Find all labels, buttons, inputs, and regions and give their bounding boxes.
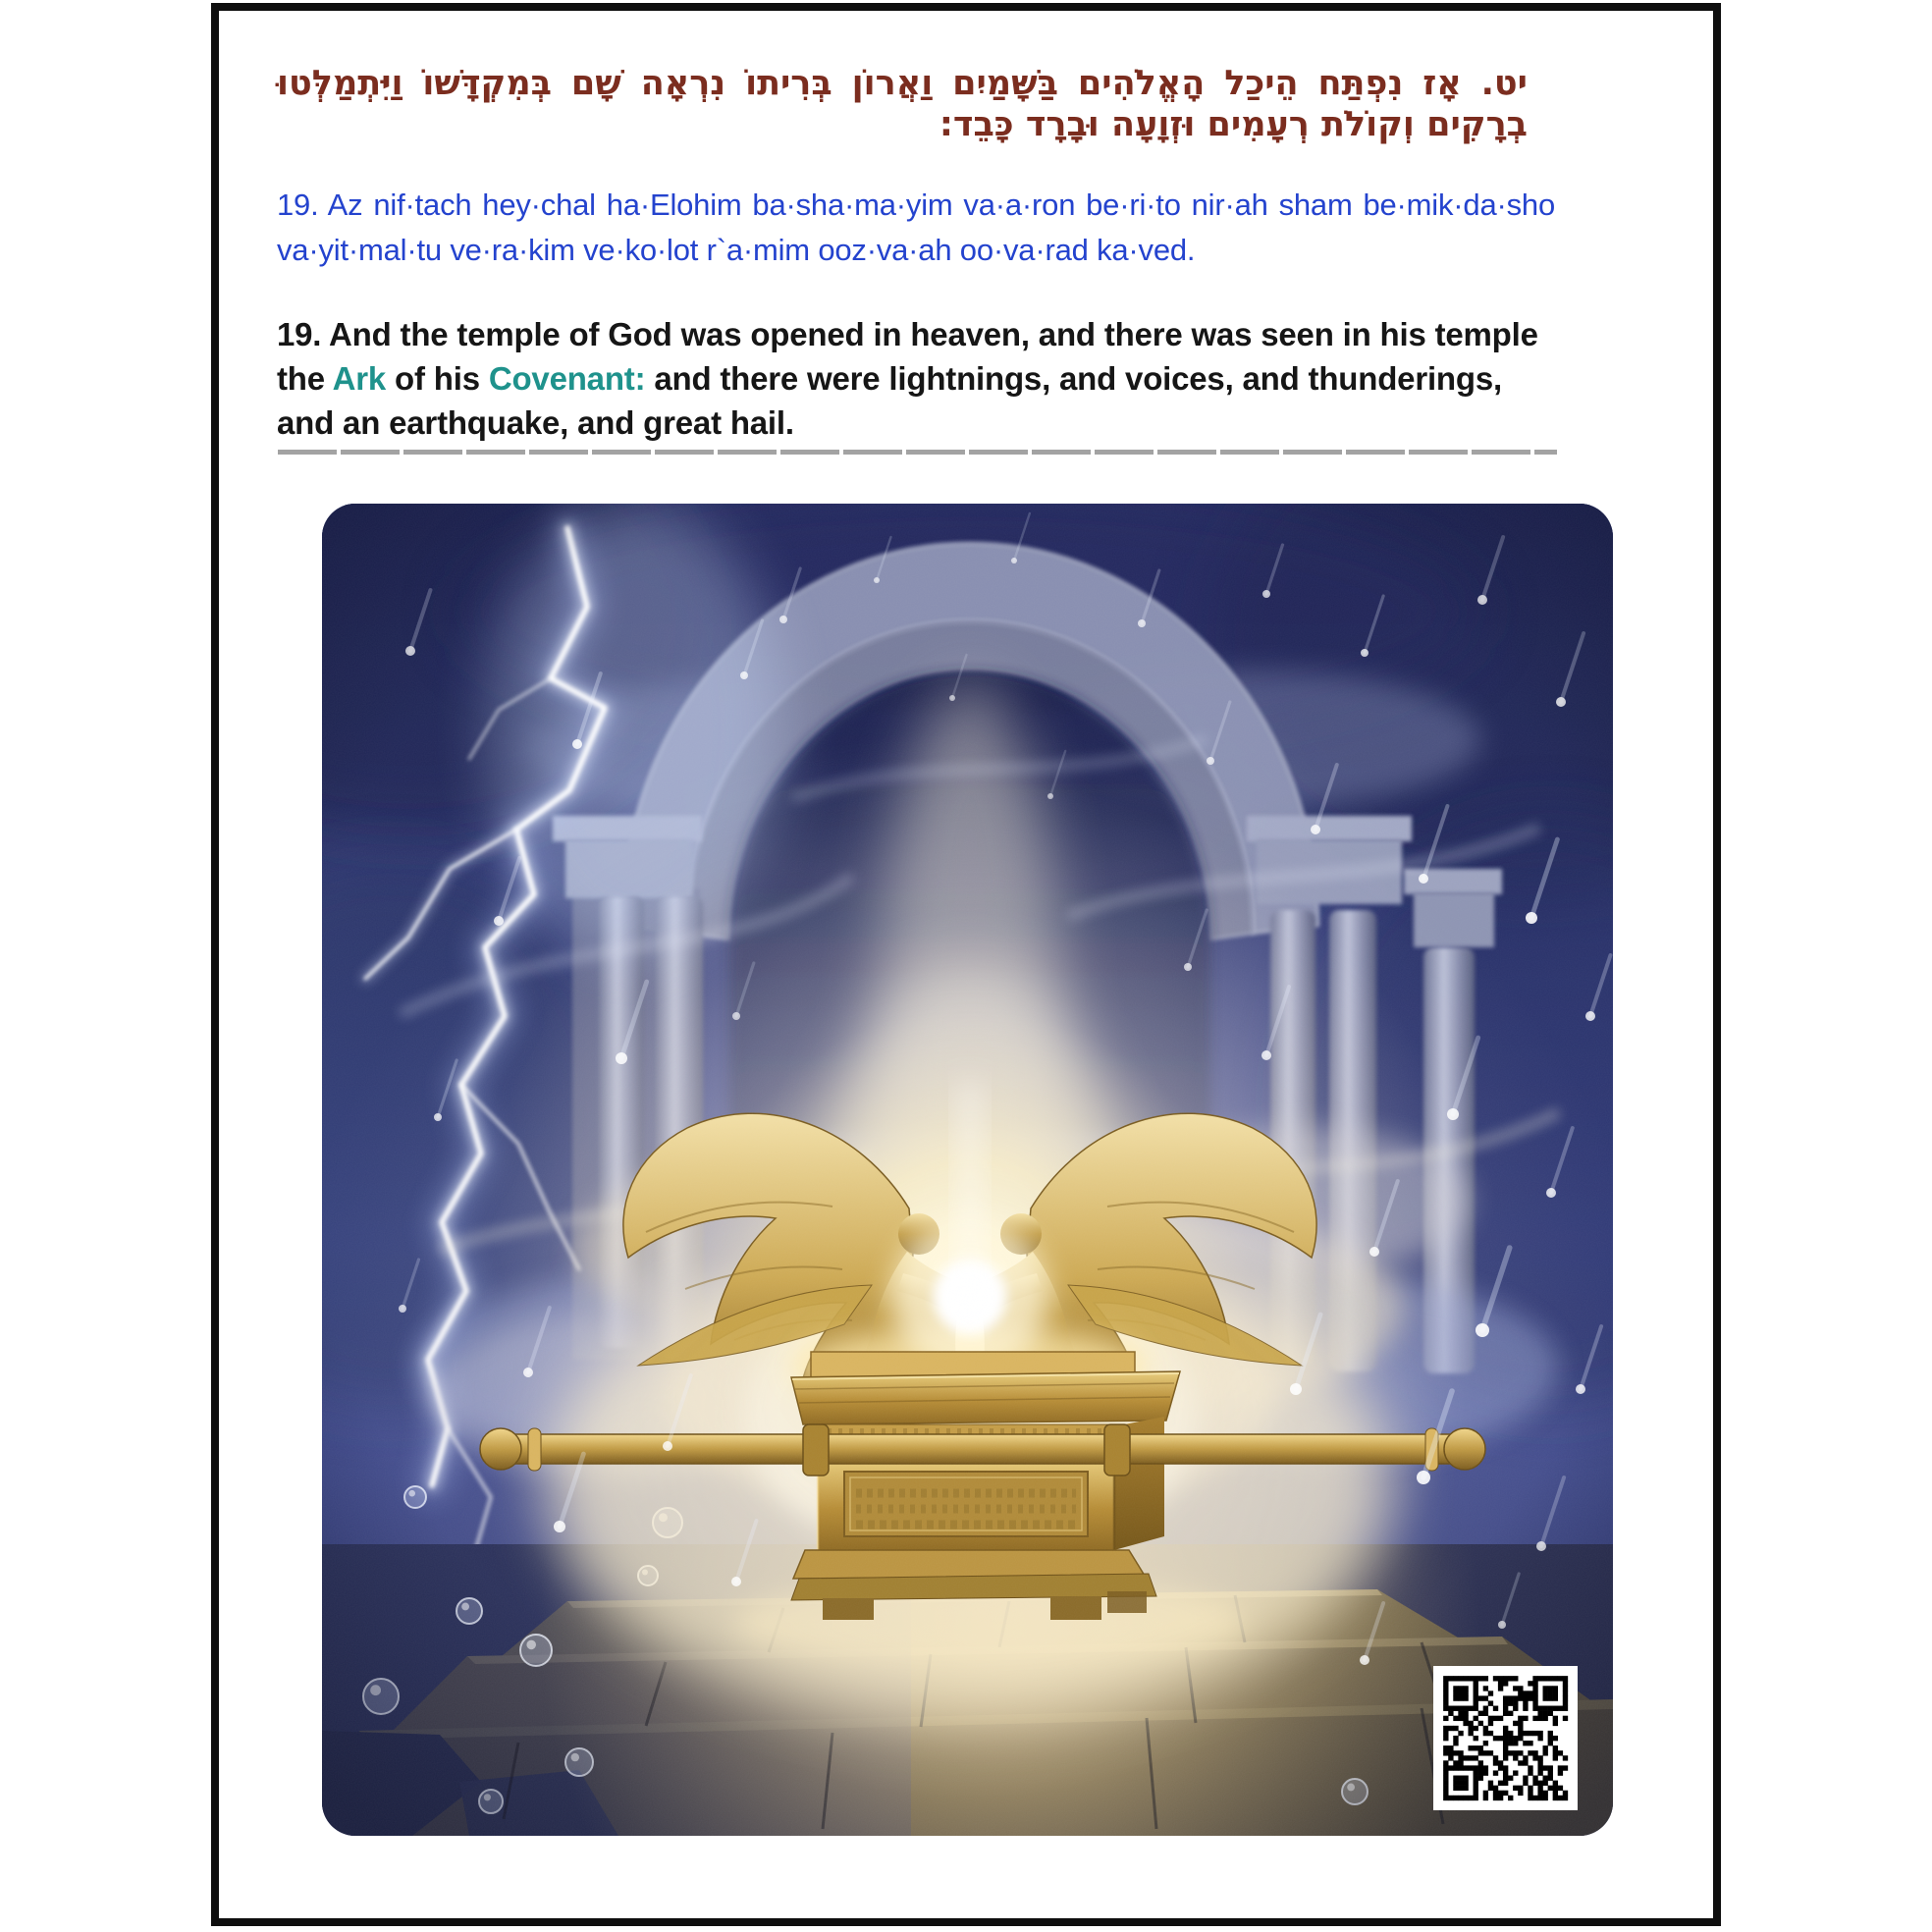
ark-artwork-image (322, 504, 1613, 1836)
accent-word-covenant: Covenant: (488, 360, 646, 397)
english-run: of his (386, 360, 489, 397)
english-run: and there were lightnings, and voices, and thunderings, and an earthquake, and great hail. (277, 360, 1502, 441)
english-run: 19. And the temple of God was opened in heaven, and there was seen in his temple the (277, 316, 1538, 397)
transliteration-verse: 19. Az nif·tach hey·chal ha·Elohim ba·sha·ma·yim va·a·ron be·ri·to nir·ah sham be·mik·da·sho va·yit·mal·tu ve·ra·kim ve·ko·lot r`a·mim ooz·va·ah oo·va·rad ka·ved. (277, 188, 1555, 267)
section-divider (278, 450, 1557, 455)
accent-word-ark: Ark (332, 360, 387, 397)
hebrew-verse: יט. אָז נִפְתַּח הֵיכַל הָאֱלֹהִים בַּשָּׁמַיִם וַאֲרוֹן בְּרִיתוֹ נִרְאָה שָׁם בְּמִקְדָּשׁוֹ וַיִּתְמַלְּטוּ בְרָקִים וְקוֹלֹת רְעָמִים וּזְוָעָה וּבָרָד כָּבֵד: (277, 64, 1528, 144)
qr-code (1433, 1666, 1578, 1810)
paint-texture (322, 504, 1613, 1836)
english-translation (277, 312, 1548, 445)
